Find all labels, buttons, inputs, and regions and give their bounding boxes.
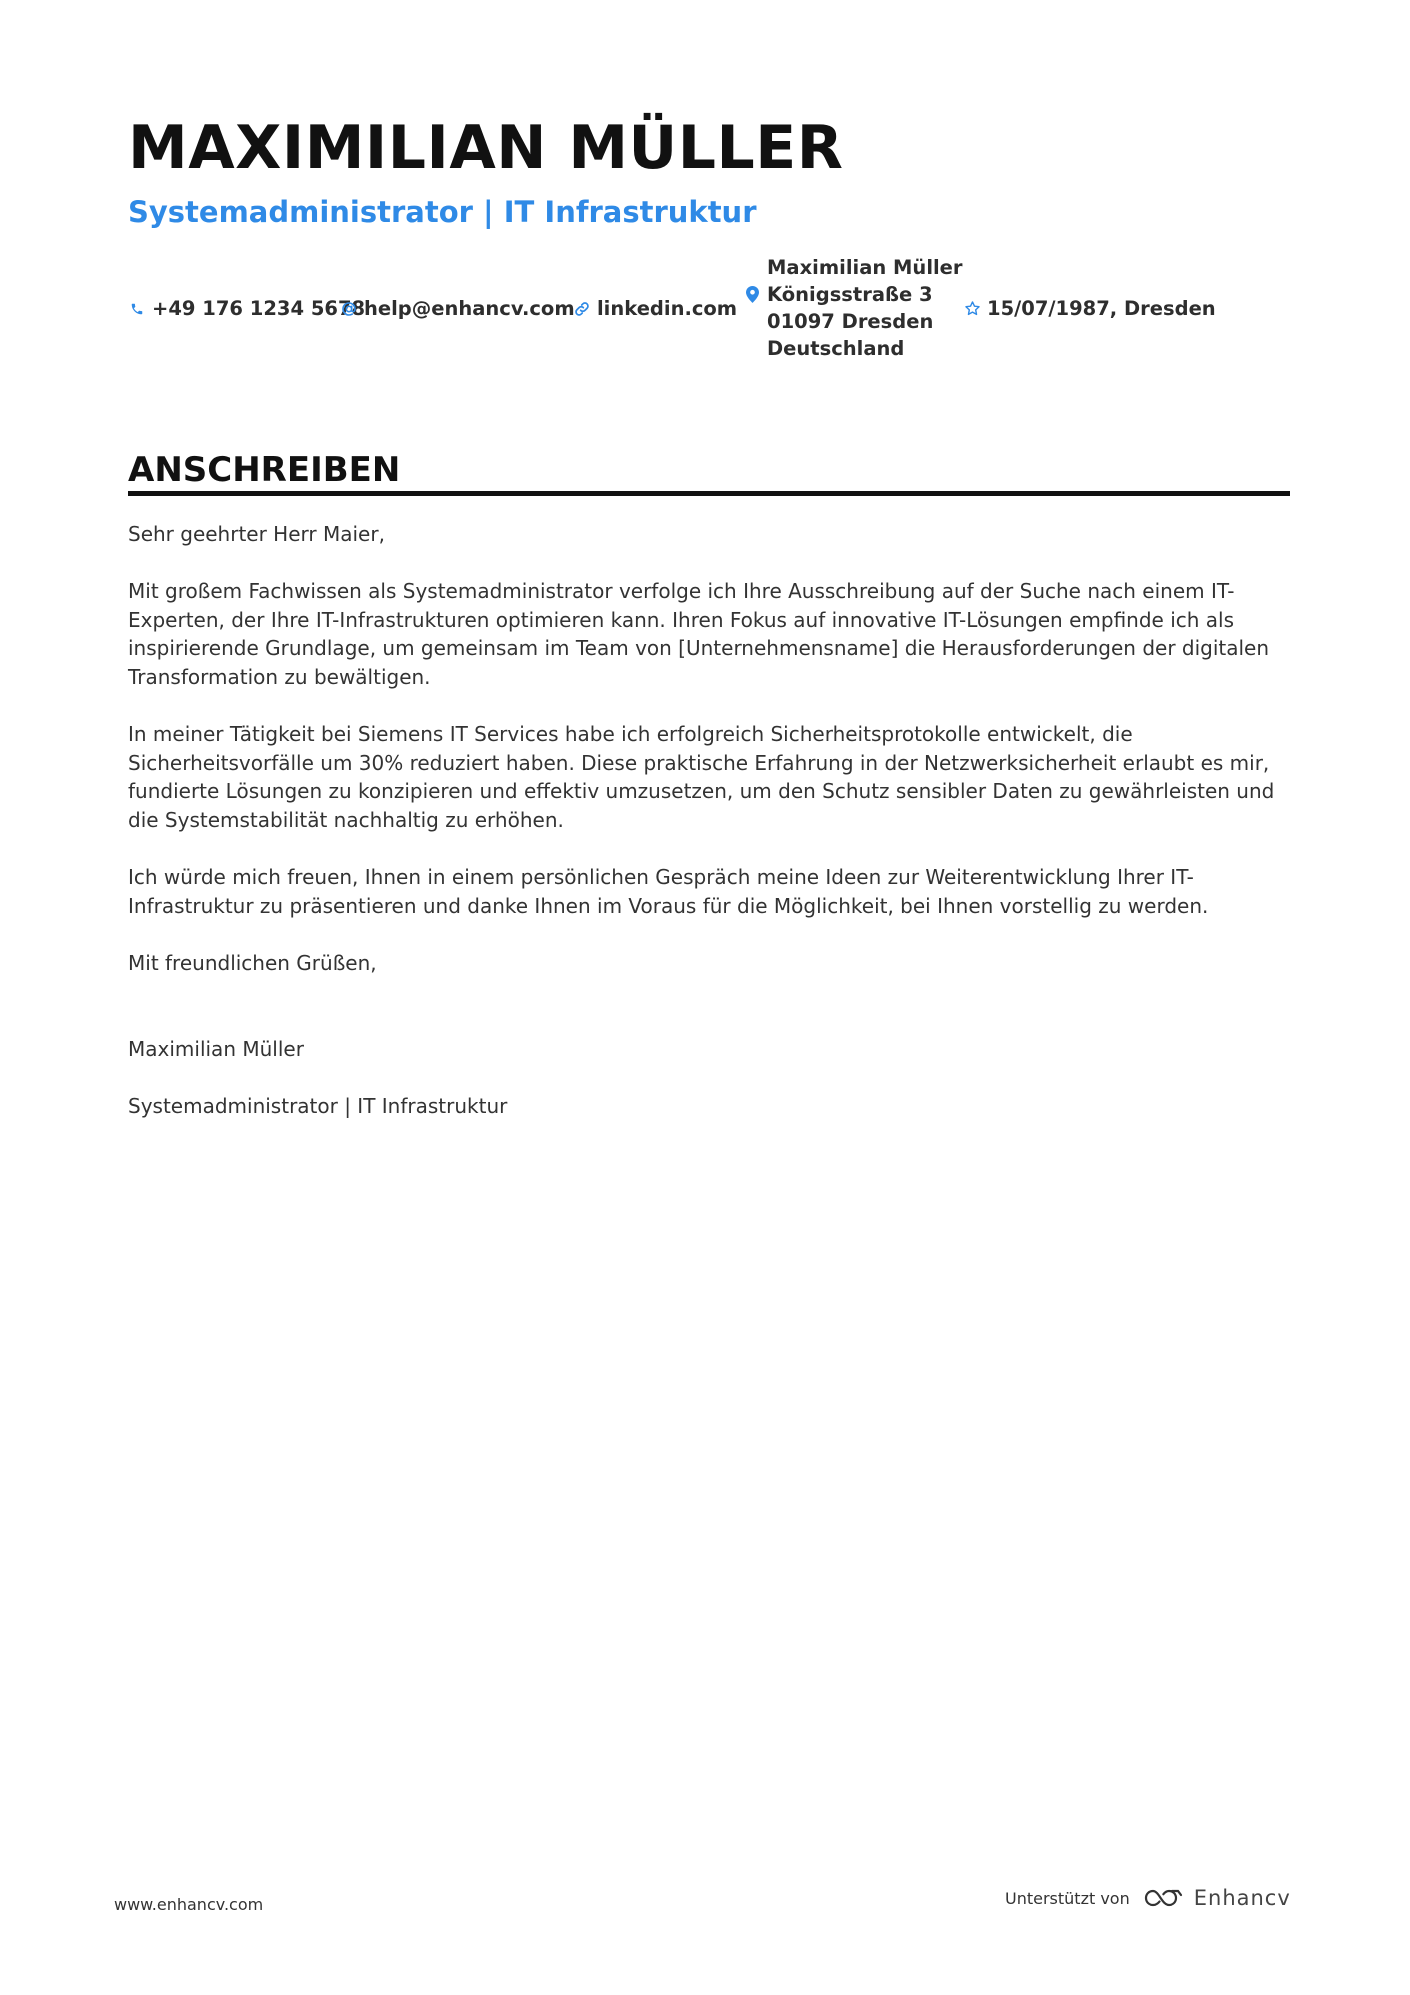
enhancv-logo [1142,1886,1291,1910]
footer-powered-by[interactable] [1005,1886,1291,1910]
phone-icon [128,295,146,322]
infinity-logo-icon [1142,1887,1184,1909]
contact-phone-value: +49 176 1234 5678 [152,297,366,320]
footer-website[interactable]: www.enhancv.com [114,1895,264,1914]
address-line-1: Maximilian Müller [767,256,963,279]
letter-paragraph-3: Ich würde mich freuen, Ihnen in einem persönlichen Gespräch meine Ideen zur Weiterentwicklung Ihrer IT-Infrastruktur zu präsentieren und danke Ihnen im Voraus für die Möglichkeit, bei Ihnen vorstellig zu werden. [128,865,1209,918]
at-icon [340,295,358,322]
section-divider [128,491,1290,496]
section-title: ANSCHREIBEN [128,450,401,490]
contact-linkedin-value: linkedin.com [597,297,738,320]
letter-paragraph-2: In meiner Tätigkeit bei Siemens IT Services habe ich erfolgreich Sicherheitsprotokolle entwickelt, die Sicherheitsvorfälle um 30% reduziert haben. Diese praktische Erfahrung in der Netzwerksicherheit erlaubt es mir, fundierte Lösungen zu konzipieren und effektiv umzusetzen, um den Schutz sensibler Daten zu gewährleisten und die Systemstabilität nachhaltig zu erhöhen. [128,722,1275,832]
powered-by-label: Unterstützt von [1005,1888,1130,1908]
contact-email[interactable] [340,295,575,322]
candidate-name: MAXIMILIAN MÜLLER [128,113,844,183]
address-line-3: 01097 Dresden [767,310,934,333]
contact-phone[interactable] [128,295,365,322]
letter-salutation: Sehr geehrter Herr Maier, [128,522,385,546]
location-pin-icon [743,281,761,308]
letter-body [128,520,1290,1149]
contact-bar [128,254,1290,366]
contact-birth-value: 15/07/1987, Dresden [987,297,1216,320]
candidate-headline: Systemadministrator | IT Infrastruktur [128,195,757,229]
contact-address [743,254,963,362]
address-line-4: Deutschland [767,337,905,360]
letter-closing: Mit freundlichen Grüßen, [128,950,377,975]
signature-title: Systemadministrator | IT Infrastruktur [128,1093,508,1118]
signature-name: Maximilian Müller [128,1036,304,1061]
letter-paragraph-1: Mit großem Fachwissen als Systemadministrator verfolge ich Ihre Ausschreibung auf der Suche nach einem IT-Experten, der Ihre IT-Infrastrukturen optimieren kann. Ihren Fokus auf innovative IT-Lösungen empfinde ich als inspirierende Grundlage, um gemeinsam im Team von [Unternehmensname] die Herausforderungen der digitalen Transformation zu bewältigen. [128,579,1270,689]
star-icon [963,295,981,322]
contact-linkedin[interactable] [573,295,737,322]
link-icon [573,295,591,322]
contact-email-value: help@enhancv.com [364,297,575,320]
address-lines [767,254,963,362]
address-line-2: Königsstraße 3 [767,283,933,306]
brand-name: Enhancv [1193,1886,1291,1910]
contact-birth [963,295,1216,322]
